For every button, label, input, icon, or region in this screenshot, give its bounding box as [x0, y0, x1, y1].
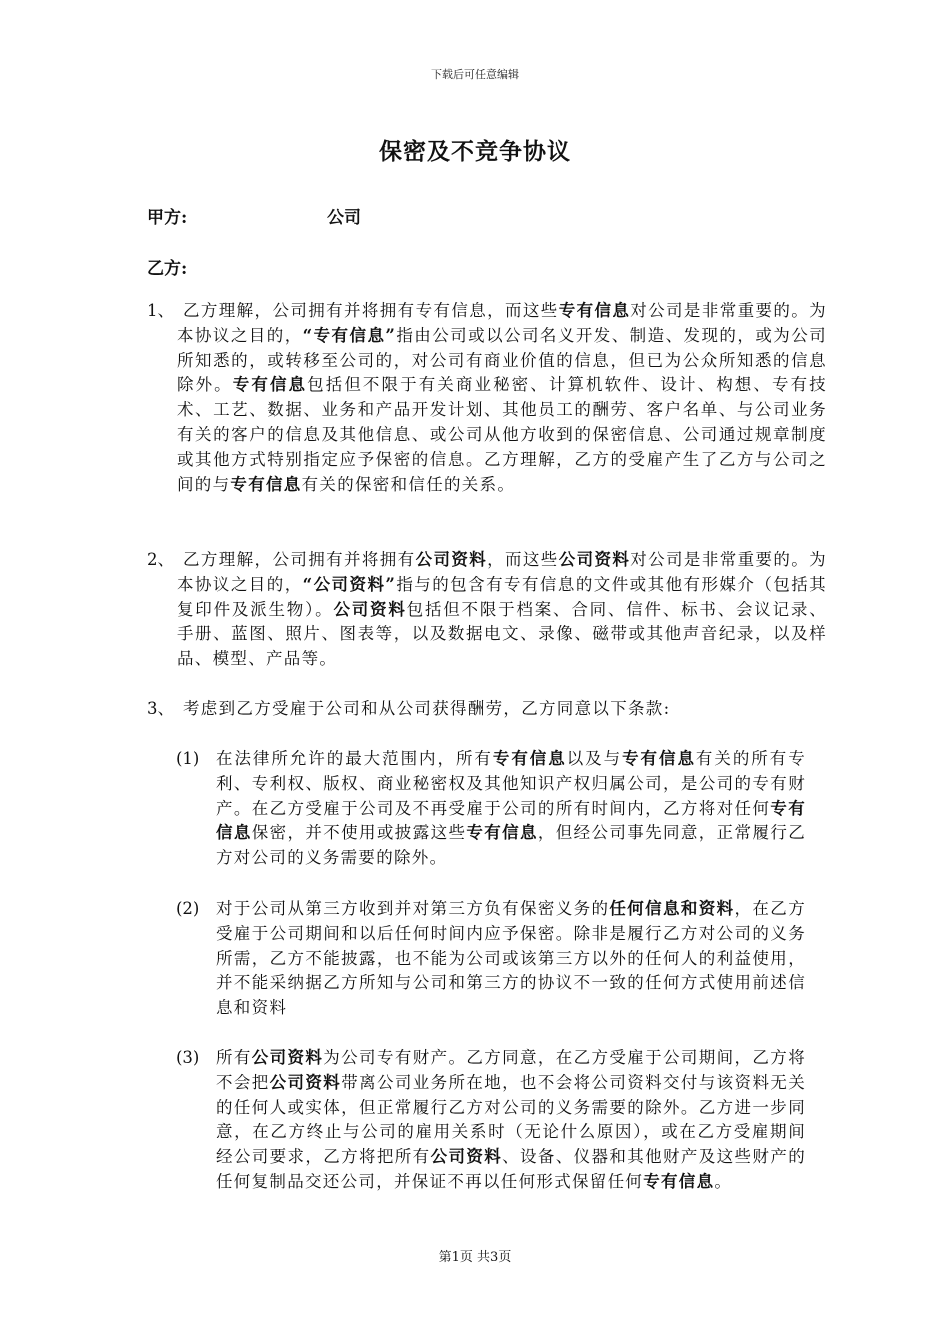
- text-run: 包括但不限于有关商业秘密、计算机软件、设计、构想、专有技术、工艺、数据、业务和产品开发计划、其他员工的酬劳、客户名单、与公司业务有关的客户的信息及其他信息、或公司从他方收到的保密信息、公司通过规章制度或其他方式特别指定应予保密的信息。乙方理解，乙方的受雇产生了乙方与公司之间的与: [177, 375, 827, 494]
- bold-term: 专有信息: [216, 798, 806, 843]
- header-note: 下载后可任意编辑: [431, 68, 519, 81]
- bold-term: “专有信息”: [302, 325, 397, 345]
- subclause-1: [176, 747, 806, 871]
- subclause-number: (2): [176, 899, 200, 918]
- clause-number: 1、: [147, 301, 174, 320]
- text-run: 保密，并不使用或披露这些: [251, 823, 467, 843]
- party-a-line: [147, 203, 361, 228]
- bold-term: 任何信息和资料: [609, 899, 735, 918]
- subclause-text: [216, 897, 806, 1021]
- bold-term: 专有信息: [492, 749, 567, 768]
- clause-text: [177, 697, 827, 722]
- text-run: 乙方理解，公司拥有并将拥有: [183, 550, 416, 569]
- clause-1: [147, 299, 827, 497]
- clause-number: 2、: [147, 550, 174, 569]
- text-run: 以及与: [566, 749, 623, 768]
- clause-2: [147, 548, 827, 672]
- party-a-name: 公司: [327, 208, 361, 228]
- text-run: 为公司专有财产。乙方同意，在乙方受雇于公司期间，乙方将不会把: [216, 1048, 806, 1092]
- bold-term: 公司资料: [430, 1147, 503, 1167]
- bold-term: 专有信息: [232, 375, 308, 395]
- document-title: 保密及不竞争协议: [379, 138, 571, 165]
- text-run: 。: [714, 1171, 733, 1191]
- bold-term: 专有信息: [230, 474, 302, 494]
- text-run: 对于公司从第三方收到并对第三方负有保密义务的: [216, 899, 610, 918]
- subclause-number: (3): [176, 1048, 200, 1067]
- bold-term: 专有信息: [466, 823, 538, 843]
- text-run: 有关的保密和信任的关系。: [301, 474, 516, 494]
- subclause-number: (1): [176, 749, 200, 768]
- text-run: 考虑到乙方受雇于公司和从公司获得酬劳，乙方同意以下条款:: [183, 699, 671, 718]
- subclause-3: [176, 1046, 806, 1195]
- subclause-text: [216, 1046, 806, 1195]
- text-run: 带离公司业务所在地，也不会将公司资料交付与该资料无关的任何人或实体，但正常履行乙方对公司的义务需要的除外。乙方进一步同意，在乙方终止与公司的雇用关系时（无论什么原因），或在乙方受雇期间经公司要求，乙方将把所有: [216, 1072, 807, 1167]
- bold-term: “公司资料”: [302, 574, 397, 594]
- text-run: ，但经公司事先同意，正常履行乙方对公司的义务需要的除外。: [216, 823, 807, 868]
- bold-term: 公司资料: [251, 1048, 324, 1067]
- party-a-label: 甲方:: [147, 208, 188, 228]
- text-run: 、设备、仪器和其他财产及这些财产的任何复制品交还公司，并保证不再以任何形式保留任何: [216, 1147, 806, 1191]
- bold-term: 专有信息: [622, 749, 696, 768]
- text-run: ，在乙方受雇于公司期间和以后任何时间内应予保密。除非是履行乙方对公司的义务所需，乙方不能披露，也不能为公司或该第三方以外的任何人的利益使用，并不能采纳据乙方所知与公司和第三方的协议不一致的任何方式使用前述信息和资料: [216, 899, 806, 1018]
- bold-term: 公司资料: [269, 1072, 342, 1092]
- bold-term: 专有信息: [558, 301, 631, 320]
- bold-term: 公司资料: [558, 550, 631, 569]
- clause-text: [177, 299, 827, 497]
- subclause-text: [216, 747, 806, 871]
- text-run: 有关的所有专利、专利权、版权、商业秘密权及其他知识产权归属公司，是公司的专有财产。在乙方受雇于公司及不再受雇于公司的所有时间内，乙方将对任何: [216, 749, 807, 818]
- page-footer: 第1页 共3页: [438, 1250, 512, 1265]
- party-b-line: [147, 254, 187, 279]
- text-run: 对公司是非常重要的。为本协议之目的，: [177, 301, 827, 345]
- bold-term: 公司资料: [333, 599, 407, 619]
- party-b-label: 乙方:: [147, 259, 188, 279]
- bold-term: 公司资料: [415, 550, 488, 569]
- clause-text: [177, 548, 827, 672]
- subclause-2: [176, 897, 806, 1021]
- text-run: 对公司是非常重要的。为本协议之目的，: [177, 550, 827, 594]
- clause-number: 3、: [147, 699, 174, 718]
- text-run: 在法律所允许的最大范围内，所有: [216, 749, 493, 768]
- clause-3: [147, 697, 827, 722]
- text-run: 指由公司或以公司名义开发、制造、发现的，或为公司所知悉的，或转移至公司的，对公司有商业价值的信息，但已为公众所知悉的信息除外。: [177, 325, 827, 395]
- bold-term: 专有信息: [643, 1171, 715, 1191]
- text-run: ，而这些: [487, 550, 559, 569]
- text-run: 乙方理解，公司拥有并将拥有专有信息，而这些: [183, 301, 559, 320]
- text-run: 包括但不限于档案、合同、信件、标书、会议记录、手册、蓝图、照片、图表等，以及数据电文、录像、磁带或其他声音纪录，以及样品、模型、产品等。: [177, 599, 828, 669]
- text-run: 所有: [216, 1048, 252, 1067]
- text-run: 指与的包含有专有信息的文件或其他有形媒介（包括其复印件及派生物）。: [177, 574, 827, 619]
